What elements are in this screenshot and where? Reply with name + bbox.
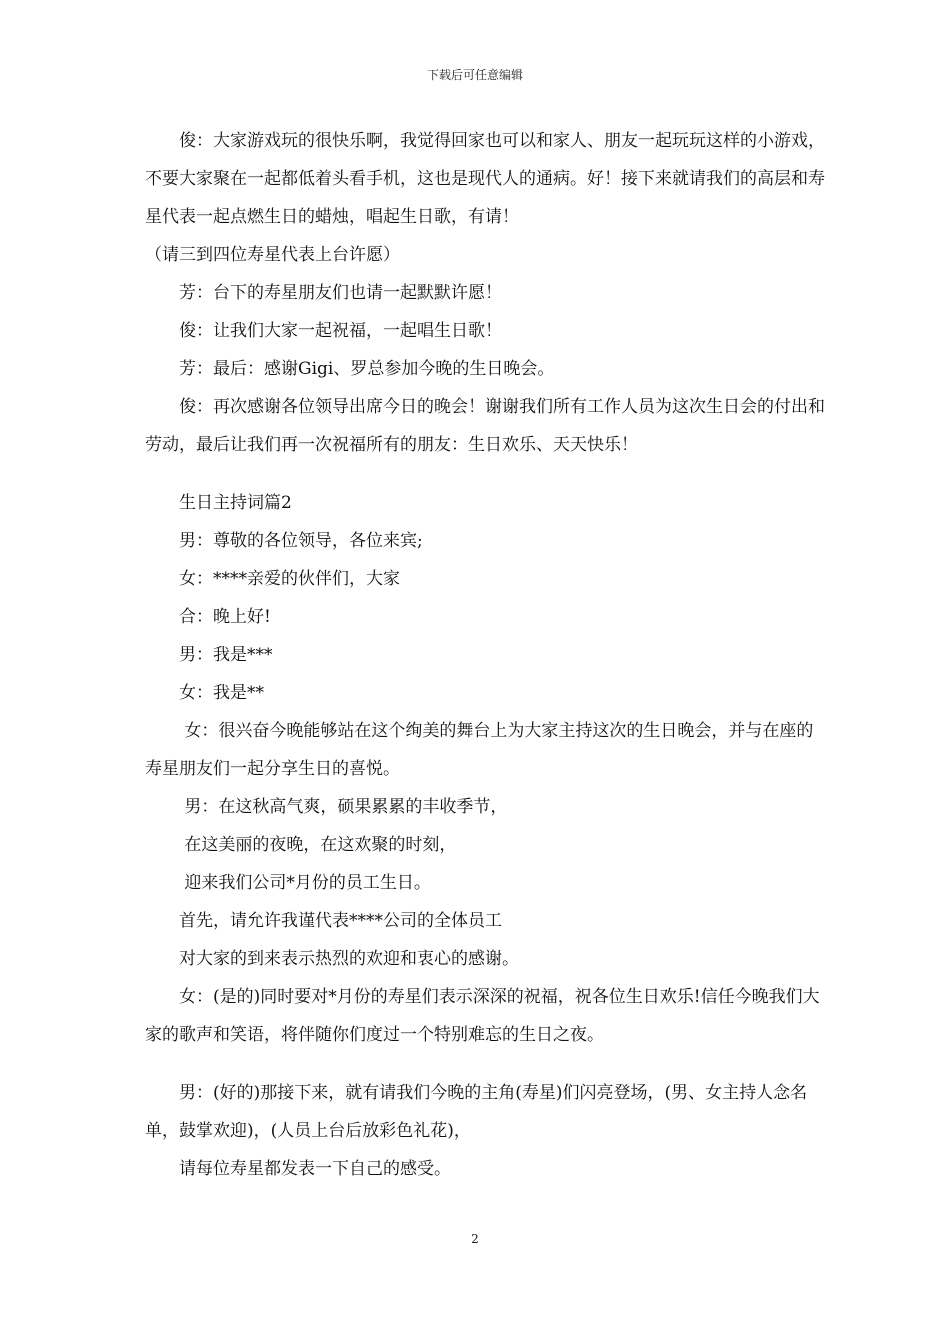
paragraph: 迎来我们公司*月份的员工生日。 (179, 873, 431, 893)
paragraph: 男：我是*** (179, 645, 273, 665)
page-header: 下载后可任意编辑 (426, 68, 523, 82)
paragraph: （请三到四位寿星代表上台许愿） (145, 245, 400, 265)
paragraph: 男：在这秋高气爽，硕果累累的丰收季节， (179, 797, 508, 817)
paragraph: 芳：最后：感谢Gigi、罗总参加今晚的生日晚会。 (179, 359, 555, 379)
paragraph: 请每位寿星都发表一下自己的感受。 (179, 1159, 451, 1179)
section-title: 生日主持词篇2 (179, 493, 292, 513)
paragraph: 芳：台下的寿星朋友们也请一起默默许愿！ (179, 283, 502, 303)
paragraph: 俊：再次感谢各位领导出席今日的晚会！谢谢我们所有工作人员为这次生日会的付出和劳动，最后让我们再一次祝福所有的朋友：生日欢乐、天天快乐！ (145, 397, 825, 455)
paragraph: 男：尊敬的各位领导，各位来宾; (179, 531, 423, 551)
paragraph: 在这美丽的夜晚，在这欢聚的时刻， (179, 835, 457, 855)
page-number: 2 (471, 1232, 479, 1246)
paragraph: 女：****亲爱的伙伴们，大家 (179, 569, 400, 589)
paragraph-gap (145, 464, 825, 484)
paragraph: 女：很兴奋今晚能够站在这个绚美的舞台上为大家主持这次的生日晚会，并与在座的寿星朋友们一起分享生日的喜悦。 (145, 721, 814, 779)
paragraph-gap (145, 1054, 825, 1074)
paragraph: 男：(好的)那接下来，就有请我们今晚的主角(寿星)们闪亮登场，(男、女主持人念名单，鼓掌欢迎)，(人员上台后放彩色礼花)， (145, 1083, 808, 1141)
paragraph: 女：(是的)同时要对*月份的寿星们表示深深的祝福，祝各位生日欢乐!信任今晚我们大家的歌声和笑语，将伴随你们度过一个特别难忘的生日之夜。 (145, 987, 820, 1045)
paragraph: 俊：大家游戏玩的很快乐啊，我觉得回家也可以和家人、朋友一起玩玩这样的小游戏，不要大家聚在一起都低着头看手机，这也是现代人的通病。好！接下来就请我们的高层和寿星代表一起点燃生日的蜡烛，唱起生日歌，有请！ (145, 131, 825, 227)
paragraph: 合：晚上好! (179, 607, 271, 627)
paragraph: 俊：让我们大家一起祝福，一起唱生日歌！ (179, 321, 502, 341)
document-body (145, 122, 825, 1188)
paragraph: 对大家的到来表示热烈的欢迎和衷心的感谢。 (179, 949, 519, 969)
paragraph: 女：我是** (179, 683, 264, 703)
paragraph: 首先，请允许我谨代表****公司的全体员工 (179, 911, 502, 931)
